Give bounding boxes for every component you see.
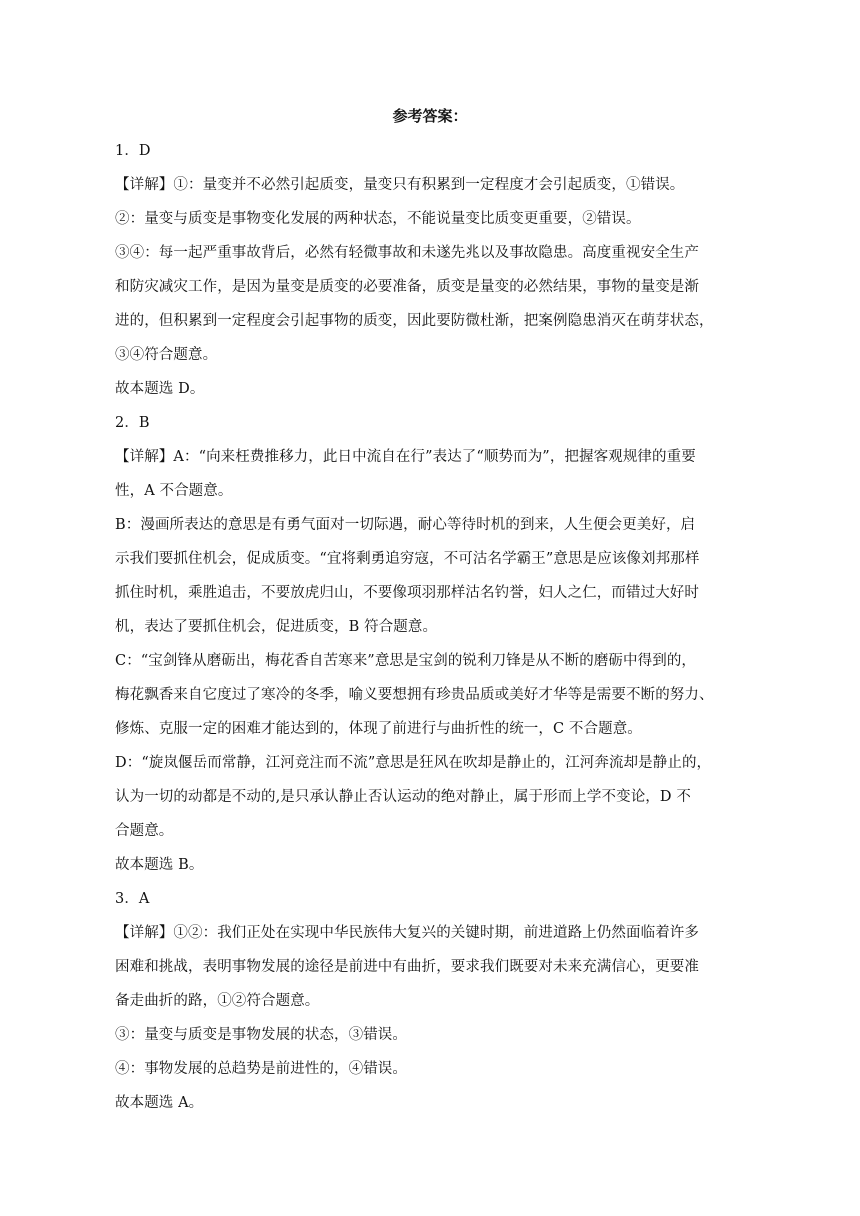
text-line: 机，表达了要抓住机会，促进质变，B 符合题意。 xyxy=(115,619,438,635)
text-line: B：漫画所表达的意思是有勇气面对一切际遇，耐心等待时机的到来，人生便会更美好，启 xyxy=(115,517,696,533)
text-line: 认为一切的动都是不动的,是只承认静止否认运动的绝对静止，属于形而上学不变论，D 不 xyxy=(115,789,691,805)
text-line: C：“宝剑锋从磨砺出，梅花香自苦寒来”意思是宝剑的锐利刀锋是从不断的磨砺中得到的， xyxy=(115,653,697,669)
text-line: 1．D xyxy=(115,143,151,159)
text-line: ③④符合题意。 xyxy=(115,347,218,363)
text-line: 【详解】①②：我们正处在实现中华民族伟大复兴的关键时期，前进道路上仍然面临着许多 xyxy=(115,925,699,941)
text-line: 示我们要抓住机会，促成质变。“宜将剩勇追穷寇，不可沽名学霸王”意思是应该像刘邦那样 xyxy=(115,551,700,567)
text-line: 困难和挑战，表明事物发展的途径是前进中有曲折，要求我们既要对未来充满信心，更要准 xyxy=(115,959,699,975)
text-line: 故本题选 B。 xyxy=(115,857,204,873)
answer-content xyxy=(115,134,750,1120)
text-line: 2．B xyxy=(115,415,150,431)
text-line: 【详解】A：“向来枉费推移力，此日中流自在行”表达了“顺势而为”，把握客观规律的重要 xyxy=(115,449,696,465)
text-line: 进的，但积累到一定程度会引起事物的质变，因此要防微杜渐，把案例隐患消灭在萌芽状态， xyxy=(115,313,714,329)
text-line: 性，A 不合题意。 xyxy=(115,483,233,499)
text-line: 抓住时机，乘胜追击，不要放虎归山，不要像项羽那样沽名钓誉，妇人之仁，而错过大好时 xyxy=(115,585,699,601)
text-line: 3．A xyxy=(115,891,150,907)
text-line: 修炼、克服一定的困难才能达到的，体现了前进行与曲折性的统一，C 不合题意。 xyxy=(115,721,642,737)
page-title: 参考答案： xyxy=(392,107,468,125)
text-line: 故本题选 D。 xyxy=(115,381,205,397)
text-line: 和防灾减灾工作，是因为量变是质变的必要准备，质变是量变的必然结果，事物的量变是渐 xyxy=(115,279,699,295)
text-line: ③④：每一起严重事故背后，必然有轻微事故和未遂先兆以及事故隐患。高度重视安全生产 xyxy=(115,245,699,261)
text-line: 梅花飘香来自它度过了寒冷的冬季，喻义要想拥有珍贵品质或美好才华等是需要不断的努力、 xyxy=(115,687,714,703)
text-line: ④：事物发展的总趋势是前进性的，④错误。 xyxy=(115,1061,407,1077)
text-line: 合题意。 xyxy=(115,823,174,839)
text-line: ②：量变与质变是事物变化发展的两种状态，不能说量变比质变更重要，②错误。 xyxy=(115,211,641,227)
text-line: D：“旋岚偃岳而常静，江河竞注而不流”意思是狂风在吹却是静止的，江河奔流却是静止的， xyxy=(115,755,712,771)
text-line: 故本题选 A。 xyxy=(115,1095,204,1111)
text-line: ③：量变与质变是事物发展的状态，③错误。 xyxy=(115,1027,407,1043)
text-line: 【详解】①：量变并不必然引起质变，量变只有积累到一定程度才会引起质变，①错误。 xyxy=(115,177,685,193)
text-line: 备走曲折的路，①②符合题意。 xyxy=(115,993,320,1009)
